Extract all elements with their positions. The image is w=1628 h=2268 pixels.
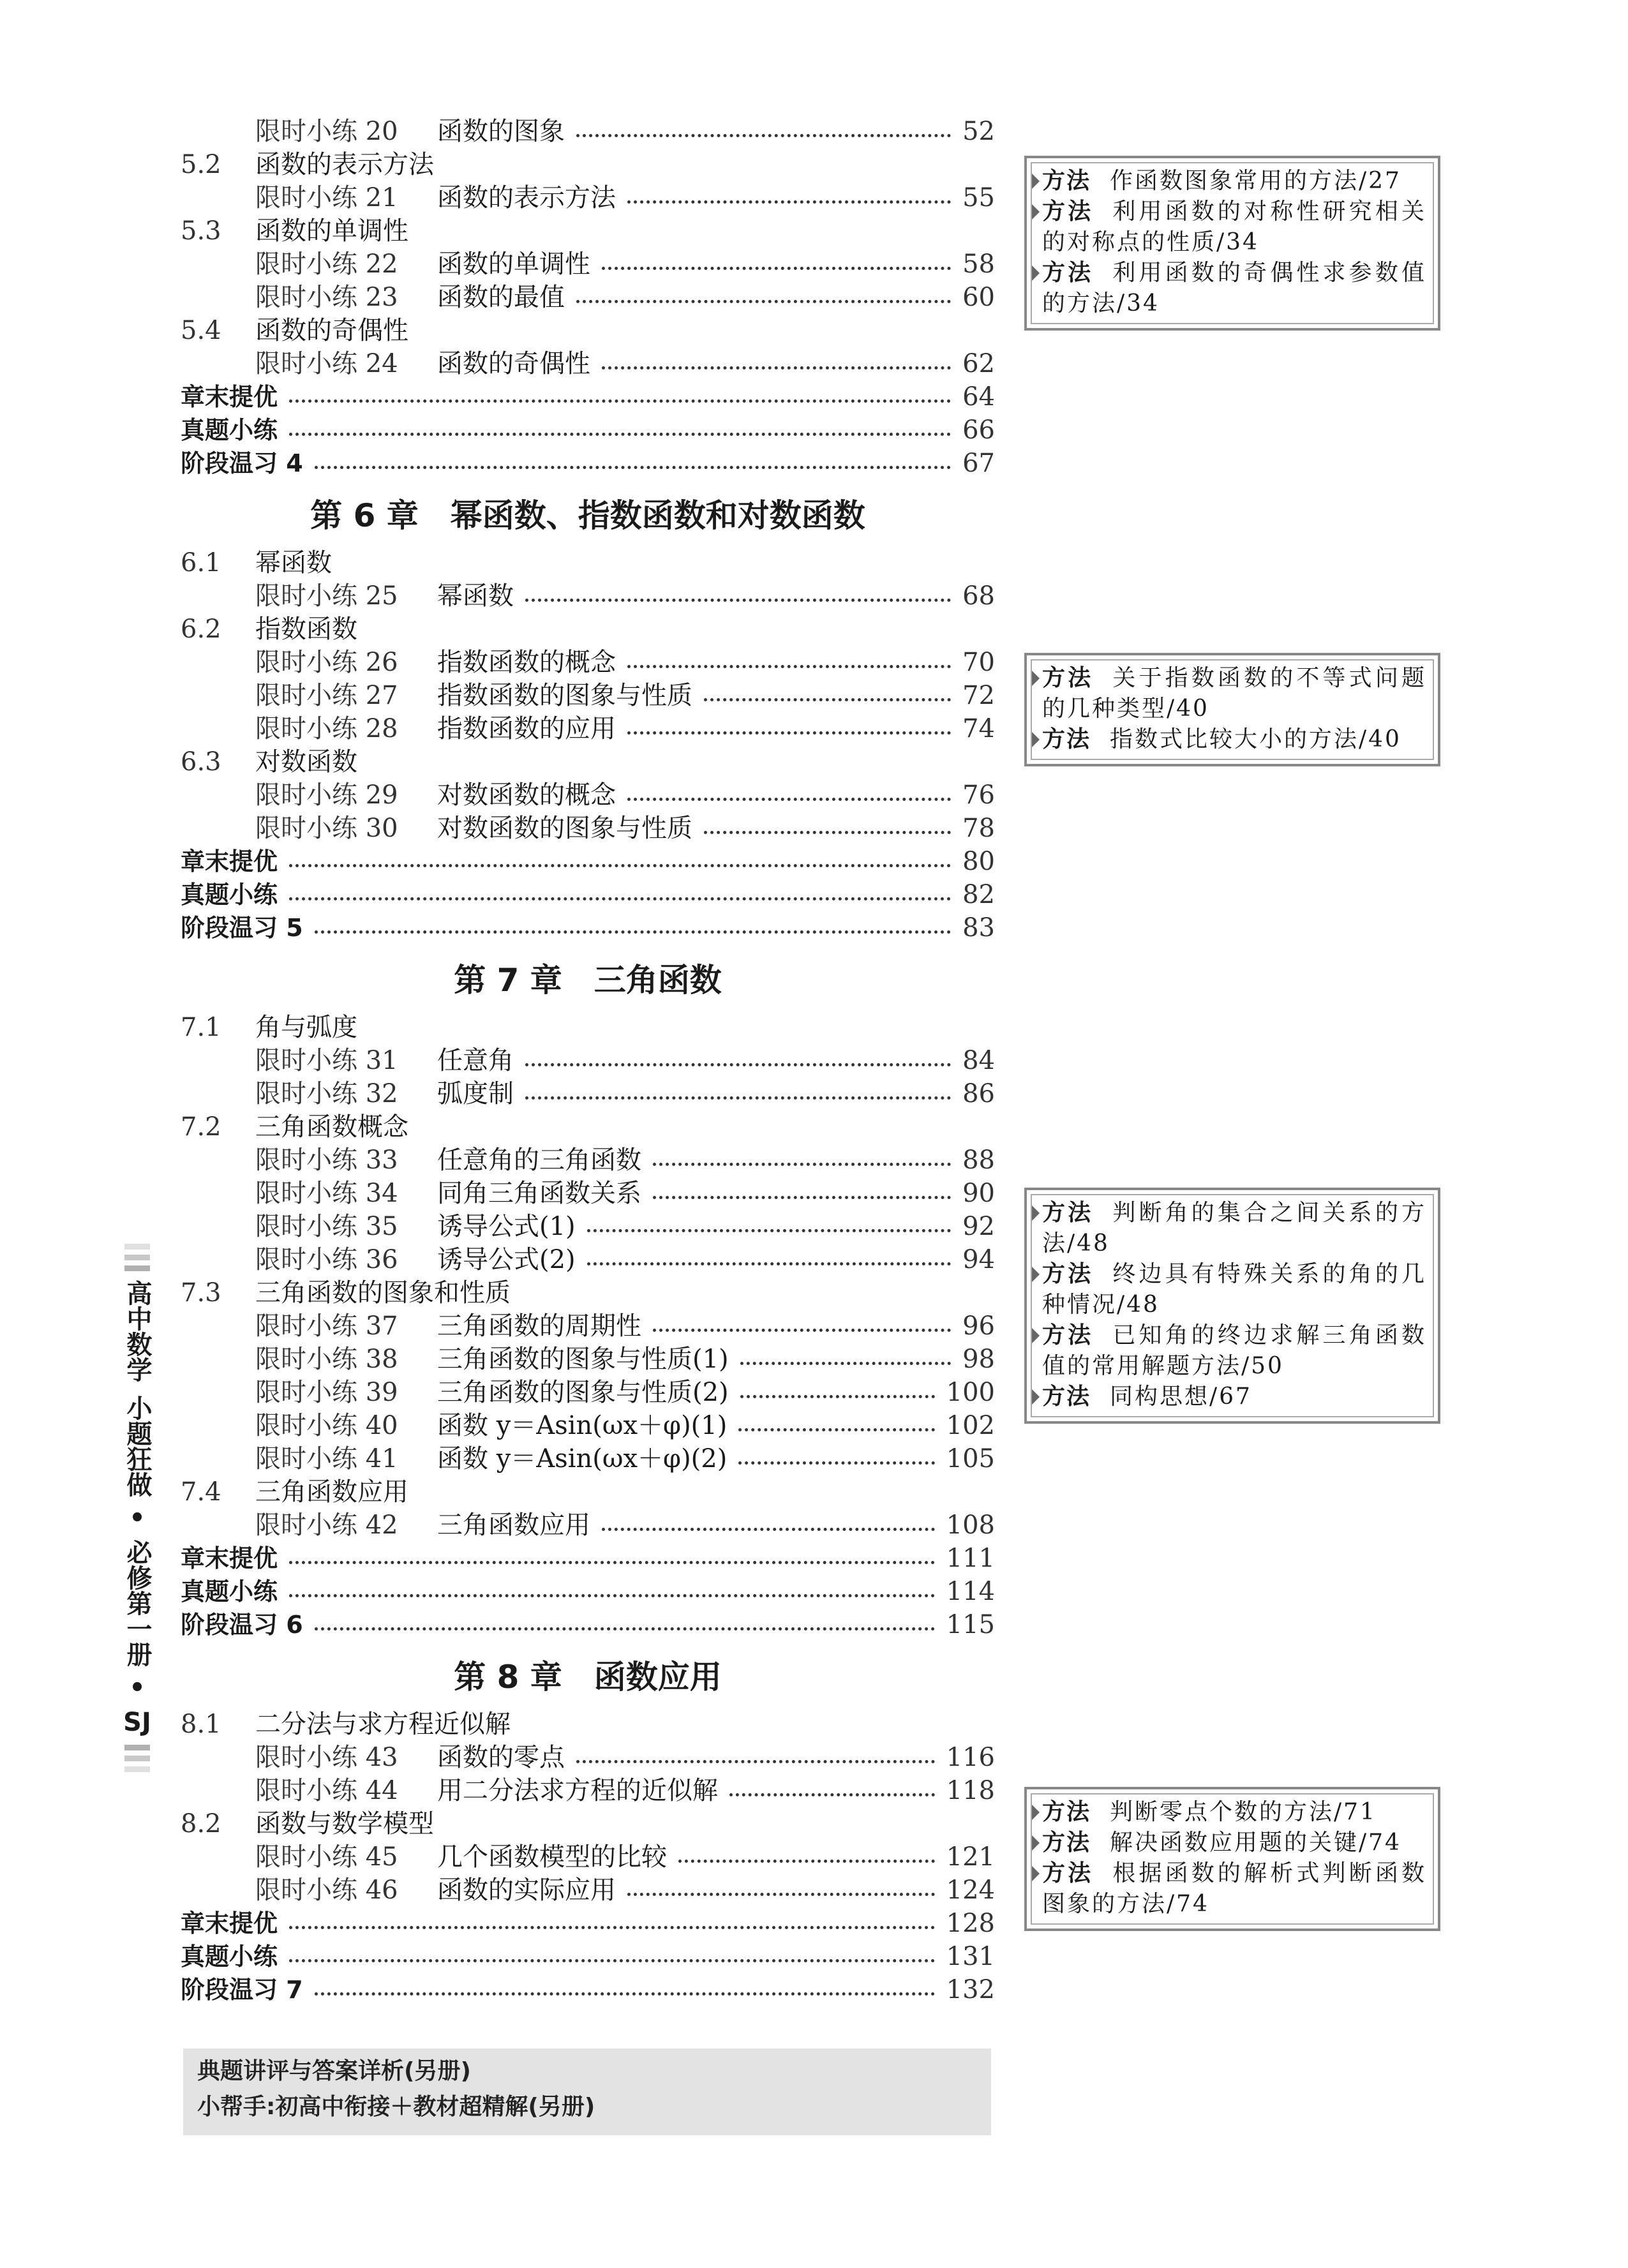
page-number: 114 — [946, 1577, 995, 1606]
lesson-label: 限时小练 20 — [255, 117, 398, 146]
dot-leader — [738, 1461, 934, 1465]
toc-lesson[interactable] — [181, 646, 995, 679]
dot-leader — [289, 433, 951, 436]
toc-lesson[interactable] — [181, 1774, 995, 1807]
toc-lesson[interactable] — [181, 1144, 995, 1177]
method-text: 同构思想/67 — [1110, 1384, 1252, 1410]
toc-lesson[interactable] — [181, 812, 995, 845]
toc-chapter-end-item[interactable] — [181, 1907, 995, 1940]
toc-chapter-end-item[interactable] — [181, 911, 995, 944]
method-keyword: 方法 — [1042, 726, 1091, 752]
page-number: 108 — [946, 1511, 995, 1540]
lesson-label: 限时小练 29 — [255, 780, 398, 810]
lesson-label: 限时小练 31 — [255, 1046, 398, 1075]
page-number: 74 — [962, 714, 995, 743]
page-number: 62 — [962, 349, 995, 378]
page-number: 115 — [946, 1610, 995, 1639]
section-number: 7.3 — [181, 1278, 221, 1308]
end-item-label: 章末提优 — [181, 383, 278, 411]
lesson-title: 弧度制 — [437, 1079, 514, 1108]
chapter-heading: 第 8 章 函数应用 — [454, 1659, 722, 1696]
end-item-label: 章末提优 — [181, 847, 278, 876]
toc-lesson[interactable] — [181, 1442, 995, 1475]
section-title: 幂函数 — [255, 548, 332, 578]
lesson-label: 限时小练 22 — [255, 250, 398, 279]
dot-leader — [525, 1063, 951, 1066]
lesson-title: 对数函数的图象与性质 — [437, 814, 692, 843]
toc-chapter-end-item[interactable] — [181, 878, 995, 911]
section-title: 二分法与求方程近似解 — [255, 1710, 511, 1739]
method-keyword: 方法 — [1042, 1261, 1094, 1287]
triangle-bullet-icon — [1032, 732, 1040, 747]
method-item[interactable] — [1042, 197, 1426, 258]
dot-leader — [602, 267, 951, 270]
lesson-label: 限时小练 42 — [255, 1511, 398, 1540]
toc-section[interactable] — [181, 1110, 995, 1144]
method-keyword: 方法 — [1042, 1200, 1094, 1226]
end-item-label: 阶段温习 4 — [181, 449, 303, 477]
dot-leader — [289, 1926, 935, 1929]
page-number: 92 — [962, 1212, 995, 1241]
method-keyword: 方法 — [1042, 260, 1094, 286]
section-number: 7.2 — [181, 1112, 221, 1142]
dot-leader — [738, 1428, 934, 1431]
dot-leader — [315, 466, 951, 469]
chapter-heading: 第 6 章 幂函数、指数函数和对数函数 — [310, 497, 865, 534]
dot-leader — [576, 300, 951, 303]
method-keyword: 方法 — [1042, 198, 1094, 225]
lesson-label: 限时小练 34 — [255, 1179, 398, 1208]
page-number: 100 — [946, 1378, 995, 1407]
triangle-bullet-icon — [1032, 1205, 1040, 1221]
triangle-bullet-icon — [1032, 265, 1040, 281]
method-item[interactable] — [1042, 724, 1426, 755]
section-title: 函数的单调性 — [255, 216, 408, 246]
section-title: 函数与数学模型 — [255, 1809, 434, 1839]
toc-section[interactable] — [181, 1011, 995, 1044]
table-of-contents — [181, 115, 995, 2006]
method-text: 指数式比较大小的方法/40 — [1110, 726, 1401, 752]
lesson-label: 限时小练 28 — [255, 714, 398, 743]
page-number: 96 — [962, 1311, 995, 1341]
lesson-title: 任意角的三角函数 — [437, 1145, 641, 1175]
dot-leader — [678, 1860, 935, 1863]
end-item-label: 真题小练 — [181, 416, 278, 444]
spine-bar — [124, 1745, 150, 1750]
toc-lesson[interactable] — [181, 1044, 995, 1077]
toc-lesson[interactable] — [181, 1376, 995, 1409]
method-keyword: 方法 — [1042, 1830, 1091, 1856]
page-number: 78 — [962, 814, 995, 843]
toc-chapter-end-item[interactable] — [181, 845, 995, 878]
toc-lesson[interactable] — [181, 1509, 995, 1542]
spine-volume: 必修第一册 — [123, 1539, 152, 1667]
lesson-label: 限时小练 23 — [255, 283, 398, 312]
chapter-heading: 第 7 章 三角函数 — [454, 962, 722, 999]
section-number: 6.3 — [181, 747, 221, 777]
end-item-label: 真题小练 — [181, 1943, 278, 1971]
page-number: 80 — [962, 847, 995, 876]
lesson-title: 同角三角函数关系 — [437, 1179, 641, 1208]
dot-leader — [587, 1229, 951, 1232]
method-keyword: 方法 — [1042, 1322, 1094, 1348]
page-number: 94 — [962, 1245, 995, 1274]
toc-section[interactable] — [181, 314, 995, 347]
method-keyword: 方法 — [1042, 168, 1091, 194]
spine-bar — [124, 1766, 150, 1772]
lesson-title: 幂函数 — [437, 581, 514, 611]
triangle-bullet-icon — [1032, 1267, 1040, 1282]
section-title: 三角函数应用 — [255, 1477, 408, 1507]
lesson-label: 限时小练 21 — [255, 183, 398, 213]
dot-leader — [525, 599, 951, 602]
page-number: 111 — [946, 1544, 995, 1573]
toc-lesson[interactable] — [181, 281, 995, 314]
method-item[interactable] — [1042, 1828, 1426, 1858]
toc-lesson[interactable] — [181, 1741, 995, 1774]
toc-lesson[interactable] — [181, 1874, 995, 1907]
toc-chapter-end-item[interactable] — [181, 1542, 995, 1575]
toc-lesson[interactable] — [181, 248, 995, 281]
page-number: 118 — [946, 1776, 995, 1805]
dot-leader — [289, 399, 951, 403]
lesson-title: 指数函数的概念 — [437, 648, 616, 677]
page-number: 60 — [962, 283, 995, 312]
spine-bar — [124, 1756, 150, 1761]
toc-lesson[interactable] — [181, 679, 995, 712]
dot-leader — [627, 798, 951, 801]
section-number: 5.4 — [181, 316, 221, 345]
dot-leader — [627, 1893, 935, 1896]
end-item-label: 阶段温习 7 — [181, 1976, 303, 2004]
section-number: 8.2 — [181, 1809, 221, 1839]
method-text: 作函数图象常用的方法/27 — [1110, 168, 1401, 194]
lesson-label: 限时小练 36 — [255, 1245, 398, 1274]
page-number: 132 — [946, 1975, 995, 2004]
lesson-title: 函数的最值 — [437, 283, 565, 312]
page-number: 90 — [962, 1179, 995, 1208]
dot-leader — [602, 1528, 935, 1531]
end-item-label: 真题小练 — [181, 1578, 278, 1606]
method-item[interactable] — [1042, 166, 1426, 197]
lesson-title: 用二分法求方程的近似解 — [437, 1776, 718, 1805]
page-number: 86 — [962, 1079, 995, 1108]
method-item[interactable] — [1042, 663, 1426, 724]
spine-bar — [124, 1244, 150, 1250]
section-title: 角与弧度 — [255, 1013, 357, 1042]
spine-separator: • — [129, 1503, 146, 1533]
lesson-label: 限时小练 45 — [255, 1842, 398, 1872]
page-number: 67 — [962, 449, 995, 478]
method-text: 利用函数的奇偶性求参数值的方法/34 — [1042, 260, 1426, 317]
lesson-title: 对数函数的概念 — [437, 780, 616, 810]
toc-lesson[interactable] — [181, 347, 995, 380]
section-number: 5.2 — [181, 150, 221, 179]
section-number: 7.1 — [181, 1013, 221, 1042]
supplement-line: 典题讲评与答案详析(另册) — [197, 2058, 471, 2084]
toc-section[interactable] — [181, 1708, 995, 1741]
toc-lesson[interactable] — [181, 779, 995, 812]
page-number: 82 — [962, 880, 995, 909]
dot-leader — [704, 831, 951, 834]
page-number: 124 — [946, 1876, 995, 1905]
toc-chapter-end-item[interactable] — [181, 447, 995, 480]
end-item-label: 阶段温习 6 — [181, 1611, 303, 1639]
toc-lesson[interactable] — [181, 579, 995, 613]
method-text: 判断角的集合之间关系的方法/48 — [1042, 1200, 1426, 1257]
toc-lesson[interactable] — [181, 1409, 995, 1442]
page-number: 83 — [962, 913, 995, 943]
spine-bar — [124, 1255, 150, 1260]
toc-chapter-end-item[interactable] — [181, 1973, 995, 2006]
lesson-label: 限时小练 25 — [255, 581, 398, 611]
section-number: 5.3 — [181, 216, 221, 246]
triangle-bullet-icon — [1032, 1835, 1040, 1851]
toc-chapter-end-item[interactable] — [181, 1575, 995, 1608]
page-number: 121 — [946, 1842, 995, 1872]
method-item[interactable] — [1042, 1198, 1426, 1259]
page-number: 116 — [946, 1743, 995, 1772]
dot-leader — [289, 897, 951, 900]
lesson-title: 函数 y＝Asin(ωx＋φ)(1) — [437, 1411, 728, 1440]
triangle-bullet-icon — [1032, 1328, 1040, 1343]
spine-series: 小题狂做 — [123, 1395, 152, 1497]
lesson-title: 三角函数的图象与性质(2) — [437, 1378, 729, 1407]
toc-chapter-end-item[interactable] — [181, 1608, 995, 1641]
end-item-label: 真题小练 — [181, 881, 278, 909]
method-item[interactable] — [1042, 1858, 1426, 1920]
toc-chapter-end-item[interactable] — [181, 380, 995, 414]
dot-leader — [289, 1959, 935, 1962]
dot-leader — [653, 1196, 951, 1199]
method-keyword: 方法 — [1042, 665, 1094, 691]
page-number: 70 — [962, 648, 995, 677]
lesson-title: 诱导公式(2) — [437, 1245, 576, 1274]
method-item[interactable] — [1042, 1320, 1426, 1382]
section-title: 三角函数的图象和性质 — [255, 1278, 511, 1308]
page-number: 66 — [962, 415, 995, 445]
end-item-label: 章末提优 — [181, 1544, 278, 1572]
toc-lesson[interactable] — [181, 115, 995, 148]
method-text: 已知角的终边求解三角函数值的常用解题方法/50 — [1042, 1322, 1426, 1379]
dot-leader — [627, 665, 951, 668]
lesson-title: 函数的单调性 — [437, 250, 590, 279]
end-item-label: 章末提优 — [181, 1909, 278, 1937]
lesson-label: 限时小练 32 — [255, 1079, 398, 1108]
lesson-label: 限时小练 40 — [255, 1411, 398, 1440]
section-title: 函数的表示方法 — [255, 150, 434, 179]
spine-subject: 高中数学 — [123, 1280, 152, 1382]
lesson-title: 函数 y＝Asin(ωx＋φ)(2) — [437, 1444, 728, 1473]
lesson-label: 限时小练 35 — [255, 1212, 398, 1241]
section-title: 指数函数 — [255, 615, 357, 644]
page-number: 105 — [946, 1444, 995, 1473]
section-title: 三角函数概念 — [255, 1112, 408, 1142]
lesson-title: 函数的实际应用 — [437, 1876, 616, 1905]
lesson-label: 限时小练 39 — [255, 1378, 398, 1407]
toc-chapter-end-item[interactable] — [181, 414, 995, 447]
lesson-label: 限时小练 46 — [255, 1876, 398, 1905]
lesson-title: 函数的奇偶性 — [437, 349, 590, 378]
page-number: 76 — [962, 780, 995, 810]
dot-leader — [627, 731, 951, 735]
page-number: 102 — [946, 1411, 995, 1440]
method-item[interactable] — [1042, 258, 1426, 319]
page-number: 72 — [962, 681, 995, 710]
toc-section[interactable] — [181, 1276, 995, 1309]
lesson-title: 函数的表示方法 — [437, 183, 616, 213]
method-text: 终边具有特殊关系的角的几种情况/48 — [1042, 1261, 1426, 1318]
toc-lesson[interactable] — [181, 712, 995, 745]
end-item-label: 阶段温习 5 — [181, 914, 303, 942]
toc-lesson[interactable] — [181, 1343, 995, 1376]
lesson-label: 限时小练 37 — [255, 1311, 398, 1341]
lesson-label: 限时小练 44 — [255, 1776, 398, 1805]
dot-leader — [587, 1262, 951, 1265]
lesson-title: 诱导公式(1) — [437, 1212, 576, 1241]
page-number: 55 — [962, 183, 995, 213]
toc-section[interactable] — [181, 613, 995, 646]
dot-leader — [576, 1760, 935, 1763]
dot-leader — [740, 1362, 951, 1365]
toc-lesson[interactable] — [181, 1210, 995, 1243]
method-text: 判断零点个数的方法/71 — [1110, 1799, 1377, 1825]
triangle-bullet-icon — [1032, 671, 1040, 686]
page-number: 88 — [962, 1145, 995, 1175]
toc-chapter-end-item[interactable] — [181, 1940, 995, 1973]
dot-leader — [576, 134, 951, 137]
spine-separator: • — [129, 1673, 146, 1703]
lesson-label: 限时小练 33 — [255, 1145, 398, 1175]
lesson-label: 限时小练 41 — [255, 1444, 398, 1473]
toc-lesson[interactable] — [181, 1243, 995, 1276]
method-text: 关于指数函数的不等式问题的几种类型/40 — [1042, 665, 1426, 722]
toc-section[interactable] — [181, 1475, 995, 1509]
dot-leader — [315, 1627, 935, 1630]
lesson-label: 限时小练 43 — [255, 1743, 398, 1772]
section-number: 7.4 — [181, 1477, 221, 1507]
lesson-label: 限时小练 27 — [255, 681, 398, 710]
method-text: 根据函数的解析式判断函数图象的方法/74 — [1042, 1860, 1426, 1917]
toc-lesson[interactable] — [181, 1309, 995, 1343]
toc-lesson[interactable] — [181, 181, 995, 214]
page-number: 68 — [962, 581, 995, 611]
page-number: 58 — [962, 250, 995, 279]
dot-leader — [315, 1992, 935, 1996]
lesson-title: 函数的零点 — [437, 1743, 565, 1772]
lesson-label: 限时小练 24 — [255, 349, 398, 378]
method-keyword: 方法 — [1042, 1799, 1091, 1825]
toc-section[interactable] — [181, 546, 995, 579]
lesson-title: 几个函数模型的比较 — [437, 1842, 667, 1872]
dot-leader — [627, 200, 951, 204]
triangle-bullet-icon — [1032, 1805, 1040, 1820]
lesson-label: 限时小练 30 — [255, 814, 398, 843]
dot-leader — [289, 1594, 935, 1597]
lesson-title: 任意角 — [437, 1046, 514, 1075]
toc-section[interactable] — [181, 148, 995, 181]
triangle-bullet-icon — [1032, 174, 1040, 189]
lesson-title: 函数的图象 — [437, 117, 565, 146]
spine-bar — [124, 1265, 150, 1271]
method-box — [1024, 653, 1440, 766]
section-title: 对数函数 — [255, 747, 357, 777]
toc-lesson[interactable] — [181, 1177, 995, 1210]
method-box — [1024, 1787, 1440, 1931]
lesson-label: 限时小练 26 — [255, 648, 398, 677]
spine-title — [121, 1241, 153, 1775]
page-number: 128 — [946, 1909, 995, 1938]
method-keyword: 方法 — [1042, 1860, 1094, 1886]
lesson-title: 指数函数的应用 — [437, 714, 616, 743]
toc-section[interactable] — [181, 745, 995, 779]
toc-section[interactable] — [181, 1807, 995, 1840]
dot-leader — [289, 1561, 935, 1564]
section-number: 6.2 — [181, 615, 221, 644]
method-text: 解决函数应用题的关键/74 — [1110, 1830, 1401, 1856]
supplement-line: 小帮手:初高中衔接＋教材超精解(另册) — [197, 2094, 595, 2120]
page-number: 84 — [962, 1046, 995, 1075]
lesson-title: 三角函数的图象与性质(1) — [437, 1345, 729, 1374]
section-number: 6.1 — [181, 548, 221, 578]
lesson-title: 三角函数应用 — [437, 1511, 590, 1540]
dot-leader — [525, 1096, 951, 1100]
page-number: 131 — [946, 1942, 995, 1971]
section-number: 8.1 — [181, 1710, 221, 1739]
triangle-bullet-icon — [1032, 1389, 1040, 1405]
method-text: 利用函数的对称性研究相关的对称点的性质/34 — [1042, 198, 1426, 255]
method-item[interactable] — [1042, 1259, 1426, 1320]
dot-leader — [289, 864, 951, 867]
toc-section[interactable] — [181, 214, 995, 248]
method-item[interactable] — [1042, 1382, 1426, 1412]
dot-leader — [653, 1329, 951, 1332]
dot-leader — [653, 1163, 951, 1166]
toc-lesson[interactable] — [181, 1840, 995, 1874]
lesson-title: 指数函数的图象与性质 — [437, 681, 692, 710]
method-box — [1024, 156, 1440, 331]
section-title: 函数的奇偶性 — [255, 316, 408, 345]
dot-leader — [315, 930, 951, 934]
triangle-bullet-icon — [1032, 204, 1040, 220]
lesson-title: 三角函数的周期性 — [437, 1311, 641, 1341]
supplement-box — [183, 2048, 991, 2135]
lesson-label: 限时小练 38 — [255, 1345, 398, 1374]
dot-leader — [704, 698, 951, 701]
triangle-bullet-icon — [1032, 1866, 1040, 1881]
toc-lesson[interactable] — [181, 1077, 995, 1110]
page-number: 52 — [962, 117, 995, 146]
page-number: 98 — [962, 1345, 995, 1374]
method-box — [1024, 1188, 1440, 1424]
dot-leader — [602, 366, 951, 369]
page-number: 64 — [962, 382, 995, 412]
spine-edition: SJ — [123, 1708, 151, 1737]
method-keyword: 方法 — [1042, 1384, 1091, 1410]
dot-leader — [729, 1793, 935, 1796]
method-item[interactable] — [1042, 1797, 1426, 1828]
dot-leader — [740, 1395, 935, 1398]
